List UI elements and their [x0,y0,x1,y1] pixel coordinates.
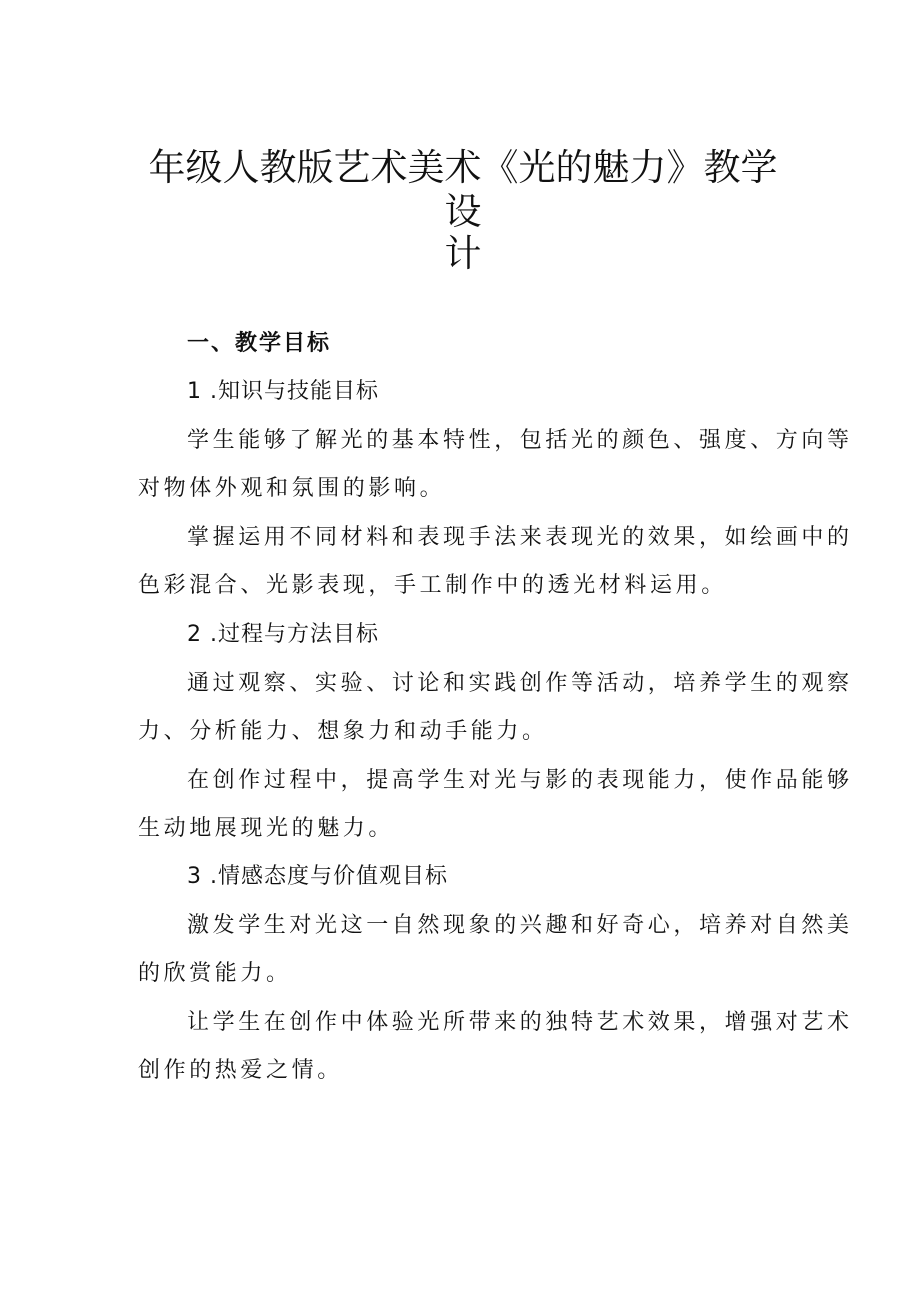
document-title-line-1: 年级人教版艺术美术《光的魅力》教学设 [148,146,778,233]
section-heading-teaching-goals: 一、教学目标 [187,331,332,356]
subheading-process-methods: 2 .过程与方法目标 [187,622,379,647]
paragraph-5-line-2: 的欣赏能力。 [138,961,292,986]
paragraph-4-line-1: 在创作过程中，提高学生对光与影的表现能力，使作品能够 [187,768,853,793]
paragraph-6-line-1: 让学生在创作中体验光所带来的独特艺术效果，增强对艺术 [187,1010,853,1035]
paragraph-3-line-1: 通过观察、实验、讨论和实践创作等活动，培养学生的观察 [187,671,853,696]
paragraph-2-line-1: 掌握运用不同材料和表现手法来表现光的效果，如绘画中的 [187,525,853,550]
paragraph-4-line-2: 生动地展现光的魅力。 [138,816,395,841]
subheading-knowledge-skills: 1 .知识与技能目标 [187,379,379,404]
paragraph-6-line-2: 创作的热爱之情。 [138,1058,343,1083]
paragraph-2-line-2: 色彩混合、光影表现，手工制作中的透光材料运用。 [138,573,727,598]
paragraph-1-line-2: 对物体外观和氛围的影响。 [138,476,446,501]
subheading-emotion-values: 3 .情感态度与价值观目标 [187,864,448,889]
paragraph-1-line-1: 学生能够了解光的基本特性，包括光的颜色、强度、方向等 [187,428,853,453]
document-title-line-2: 计 [444,232,482,275]
paragraph-3-line-2: 力、分析能力、想象力和动手能力。 [138,719,548,744]
paragraph-5-line-1: 激发学生对光这一自然现象的兴趣和好奇心，培养对自然美 [187,913,853,938]
